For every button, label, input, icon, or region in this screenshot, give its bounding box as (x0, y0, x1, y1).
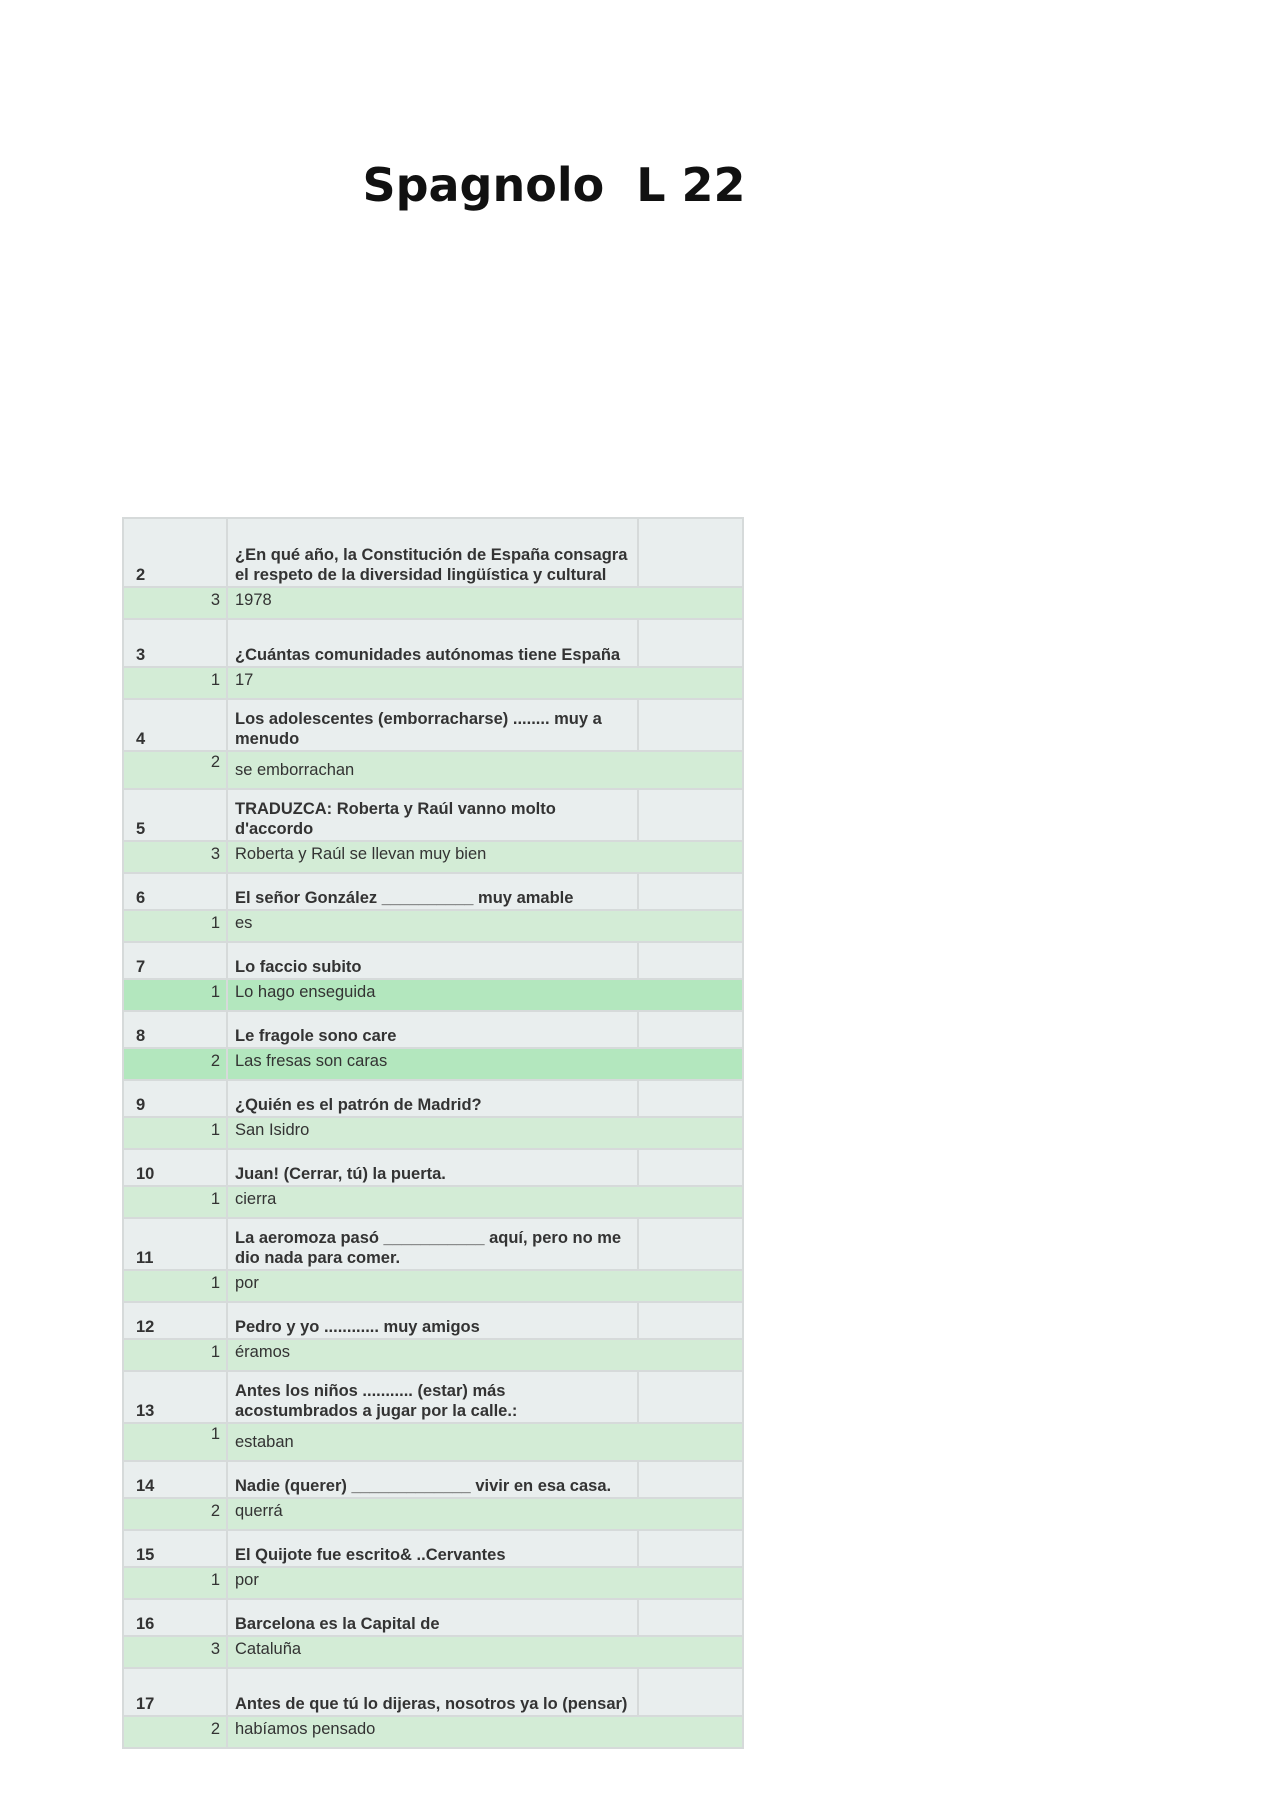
answer-text: estaban (227, 1423, 638, 1461)
empty-cell (638, 751, 743, 789)
question-text: Barcelona es la Capital de (227, 1599, 638, 1636)
answer-row-highlighted (123, 979, 743, 1011)
answer-score: 3 (123, 587, 227, 619)
answer-row (123, 667, 743, 699)
answer-score: 1 (123, 667, 227, 699)
answer-text: 1978 (227, 587, 638, 619)
question-number: 2 (123, 518, 227, 587)
empty-cell (638, 841, 743, 873)
answer-score: 1 (123, 1567, 227, 1599)
empty-cell (638, 942, 743, 979)
empty-cell (638, 1530, 743, 1567)
question-row (123, 1461, 743, 1498)
empty-cell (638, 1080, 743, 1117)
answer-text: se emborrachan (227, 751, 638, 789)
question-number: 17 (123, 1668, 227, 1716)
question-text: El señor González __________ muy amable (227, 873, 638, 910)
empty-cell (638, 1149, 743, 1186)
answer-text: cierra (227, 1186, 638, 1218)
answer-text: éramos (227, 1339, 638, 1371)
empty-cell (638, 1668, 743, 1716)
empty-cell (638, 667, 743, 699)
answer-row-highlighted (123, 1048, 743, 1080)
question-row (123, 518, 743, 587)
question-text: ¿Quién es el patrón de Madrid? (227, 1080, 638, 1117)
answer-text: San Isidro (227, 1117, 638, 1149)
empty-cell (638, 699, 743, 751)
answer-text: Lo hago enseguida (227, 979, 638, 1011)
empty-cell (638, 1302, 743, 1339)
empty-cell (638, 789, 743, 841)
answer-text: querrá (227, 1498, 638, 1530)
answer-score: 1 (123, 910, 227, 942)
question-number: 6 (123, 873, 227, 910)
answer-score: 1 (123, 1339, 227, 1371)
empty-cell (638, 1636, 743, 1668)
empty-cell (638, 1218, 743, 1270)
answer-text: por (227, 1567, 638, 1599)
question-row (123, 1599, 743, 1636)
empty-cell (638, 1371, 743, 1423)
answer-score: 2 (123, 1048, 227, 1080)
question-text: El Quijote fue escrito& ..Cervantes (227, 1530, 638, 1567)
question-row (123, 619, 743, 667)
question-row (123, 1149, 743, 1186)
answer-text: 17 (227, 667, 638, 699)
empty-cell (638, 619, 743, 667)
question-text: Lo faccio subito (227, 942, 638, 979)
question-row (123, 1011, 743, 1048)
question-text: Antes de que tú lo dijeras, nosotros ya lo (pensar) (227, 1668, 638, 1716)
answer-row (123, 910, 743, 942)
question-text: Juan! (Cerrar, tú) la puerta. (227, 1149, 638, 1186)
answer-row (123, 1423, 743, 1461)
answer-text: es (227, 910, 638, 942)
answer-row (123, 1186, 743, 1218)
question-number: 13 (123, 1371, 227, 1423)
answer-row (123, 587, 743, 619)
answer-score: 1 (123, 1117, 227, 1149)
empty-cell (638, 518, 743, 587)
question-row (123, 1302, 743, 1339)
answer-score: 2 (123, 751, 227, 789)
question-number: 5 (123, 789, 227, 841)
answer-row (123, 1498, 743, 1530)
question-number: 16 (123, 1599, 227, 1636)
question-number: 15 (123, 1530, 227, 1567)
question-number: 14 (123, 1461, 227, 1498)
empty-cell (638, 1117, 743, 1149)
empty-cell (638, 1186, 743, 1218)
answer-row (123, 1716, 743, 1748)
question-number: 4 (123, 699, 227, 751)
question-row (123, 1080, 743, 1117)
answer-text: Roberta y Raúl se llevan muy bien (227, 841, 638, 873)
answer-score: 2 (123, 1716, 227, 1748)
question-text: TRADUZCA: Roberta y Raúl vanno molto d'accordo (227, 789, 638, 841)
empty-cell (638, 1423, 743, 1461)
answer-text: por (227, 1270, 638, 1302)
answer-text: habíamos pensado (227, 1716, 638, 1748)
question-number: 7 (123, 942, 227, 979)
answer-score: 1 (123, 1186, 227, 1218)
question-text: Nadie (querer) _____________ vivir en esa casa. (227, 1461, 638, 1498)
question-text: La aeromoza pasó ___________ aquí, pero no me dio nada para comer. (227, 1218, 638, 1270)
quiz-table (122, 517, 744, 1749)
answer-text: Cataluña (227, 1636, 638, 1668)
question-row (123, 699, 743, 751)
question-text: Los adolescentes (emborracharse) ........ muy a menudo (227, 699, 638, 751)
empty-cell (638, 1716, 743, 1748)
answer-score: 3 (123, 1636, 227, 1668)
empty-cell (638, 1011, 743, 1048)
question-row (123, 789, 743, 841)
question-row (123, 1371, 743, 1423)
question-number: 11 (123, 1218, 227, 1270)
empty-cell (638, 1048, 743, 1080)
question-number: 10 (123, 1149, 227, 1186)
answer-score: 1 (123, 1270, 227, 1302)
answer-score: 1 (123, 979, 227, 1011)
answer-score: 2 (123, 1498, 227, 1530)
question-number: 9 (123, 1080, 227, 1117)
empty-cell (638, 1567, 743, 1599)
answer-score: 1 (123, 1423, 227, 1461)
empty-cell (638, 910, 743, 942)
question-text: ¿Cuántas comunidades autónomas tiene España (227, 619, 638, 667)
answer-row (123, 1270, 743, 1302)
answer-row (123, 1567, 743, 1599)
answer-text: Las fresas son caras (227, 1048, 638, 1080)
question-text: Antes los niños ........... (estar) más acostumbrados a jugar por la calle.: (227, 1371, 638, 1423)
question-row (123, 1668, 743, 1716)
question-number: 3 (123, 619, 227, 667)
question-text: Pedro y yo ............ muy amigos (227, 1302, 638, 1339)
empty-cell (638, 1498, 743, 1530)
empty-cell (638, 873, 743, 910)
empty-cell (638, 1270, 743, 1302)
answer-row (123, 1636, 743, 1668)
question-number: 8 (123, 1011, 227, 1048)
answer-row (123, 751, 743, 789)
document-title: Spagnolo L 22 (362, 158, 746, 212)
question-text: ¿En qué año, la Constitución de España consagra el respeto de la diversidad lingüística y cultural (227, 518, 638, 587)
question-row (123, 873, 743, 910)
empty-cell (638, 1461, 743, 1498)
answer-row (123, 1339, 743, 1371)
answer-row (123, 1117, 743, 1149)
question-row (123, 1218, 743, 1270)
answer-score: 3 (123, 841, 227, 873)
question-row (123, 1530, 743, 1567)
question-row (123, 942, 743, 979)
answer-row (123, 841, 743, 873)
empty-cell (638, 587, 743, 619)
question-text: Le fragole sono care (227, 1011, 638, 1048)
empty-cell (638, 1599, 743, 1636)
question-number: 12 (123, 1302, 227, 1339)
empty-cell (638, 979, 743, 1011)
empty-cell (638, 1339, 743, 1371)
